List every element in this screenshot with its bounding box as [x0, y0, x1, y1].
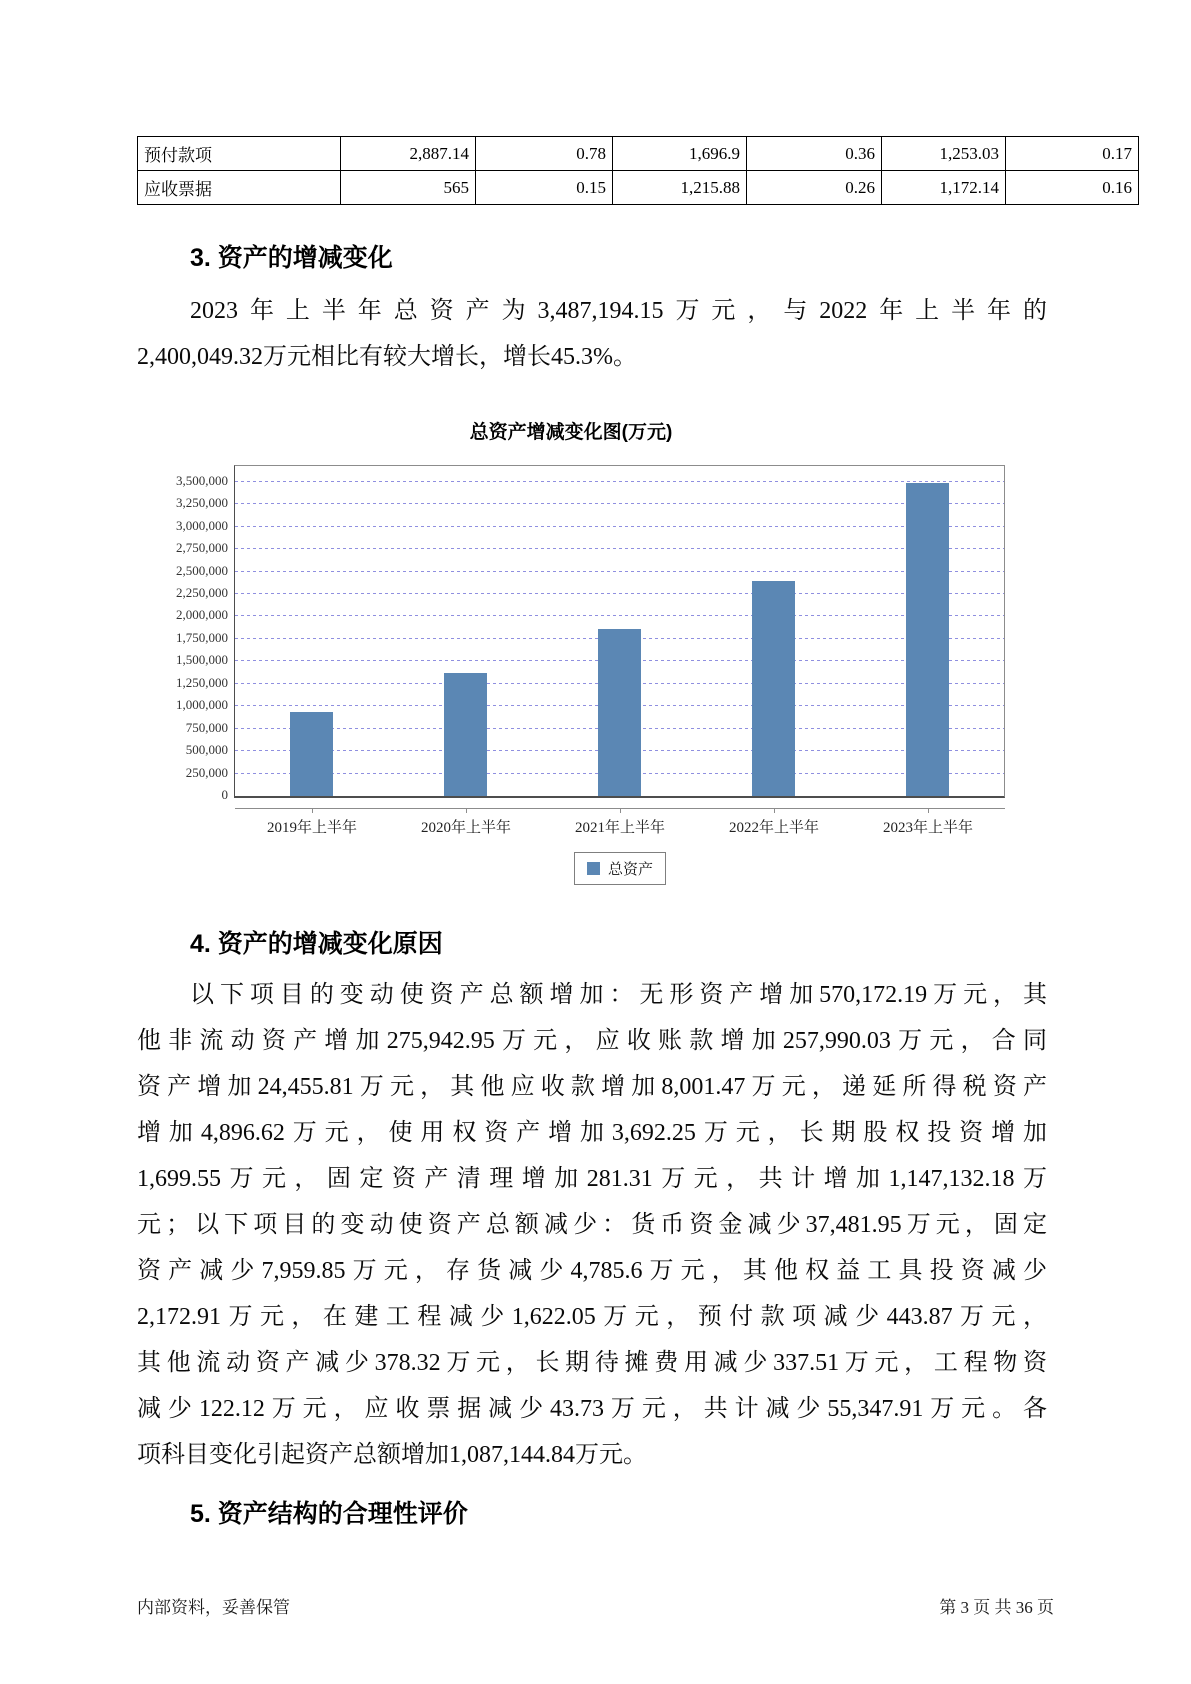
paragraph-line: 2,172.91万元，在建工程减少1,622.05万元，预付款项减少443.87万元， — [137, 1304, 1047, 1330]
financial-table — [137, 136, 1139, 205]
bar — [290, 712, 333, 796]
section-4-heading: 4. 资产的增减变化原因 — [190, 930, 443, 958]
y-tick-label: 2,250,000 — [176, 584, 228, 600]
y-tick-label: 500,000 — [185, 742, 228, 758]
paragraph-line: 以下项目的变动使资产总额增加：无形资产增加570,172.19万元，其 — [190, 982, 1047, 1008]
chart-plot-row — [137, 465, 1005, 802]
bar-slot — [696, 466, 850, 796]
y-tick-label: 0 — [221, 787, 228, 802]
bar — [444, 673, 487, 796]
bar-slot — [850, 466, 1004, 796]
table-row — [138, 137, 1139, 171]
section-4-paragraph — [137, 972, 1047, 1478]
y-tick-label: 3,000,000 — [176, 517, 228, 533]
bar-slot — [389, 466, 543, 796]
footer-confidential-note: 内部资料，妥善保管 — [137, 1598, 290, 1617]
value-cell: 1,215.88 — [613, 171, 747, 205]
chart-legend — [574, 852, 666, 885]
section-3-paragraph — [137, 288, 1047, 380]
x-tick — [928, 809, 929, 813]
row-label-cell: 预付款项 — [138, 137, 341, 171]
total-assets-bar-chart — [137, 417, 1005, 885]
bar-series — [235, 466, 1004, 796]
value-cell: 0.15 — [476, 171, 613, 205]
y-tick-label: 2,500,000 — [176, 562, 228, 578]
value-cell: 0.78 — [476, 137, 613, 171]
section-3-heading: 3. 资产的增减变化 — [190, 244, 393, 272]
y-axis-labels — [137, 465, 234, 802]
paragraph-line: 元；以下项目的变动使资产总额减少：货币资金减少37,481.95万元，固定 — [137, 1212, 1047, 1238]
y-tick-label: 250,000 — [185, 764, 228, 780]
bar-slot — [543, 466, 697, 796]
value-cell: 0.26 — [747, 171, 882, 205]
x-tick — [312, 809, 313, 813]
y-tick-label: 1,250,000 — [176, 674, 228, 690]
x-tick — [466, 809, 467, 813]
value-cell: 1,172.14 — [882, 171, 1006, 205]
y-tick-label: 3,250,000 — [176, 495, 228, 511]
paragraph-line: 减少122.12万元，应收票据减少43.73万元，共计减少55,347.91万元。各 — [137, 1396, 1047, 1422]
x-axis-line — [235, 808, 1005, 813]
x-tick-label: 2020年上半年 — [420, 820, 511, 836]
y-tick-label: 750,000 — [185, 719, 228, 735]
y-tick-label: 1,000,000 — [176, 697, 228, 713]
legend-label: 总资产 — [607, 862, 653, 878]
bar — [598, 629, 641, 796]
paragraph-line: 2,400,049.32万元相比有较大增长，增长45.3%。 — [137, 344, 637, 370]
value-cell: 565 — [341, 171, 476, 205]
paragraph-line: 资产增加24,455.81万元，其他应收款增加8,001.47万元，递延所得税资产 — [137, 1074, 1047, 1100]
y-tick-label: 2,000,000 — [176, 607, 228, 623]
value-cell: 1,696.9 — [613, 137, 747, 171]
y-tick-label: 3,500,000 — [176, 472, 228, 488]
x-axis-labels — [235, 816, 1005, 837]
paragraph-line: 资产减少7,959.85万元，存货减少4,785.6万元，其他权益工具投资减少 — [137, 1258, 1047, 1284]
x-tick — [620, 809, 621, 813]
paragraph-line: 项科目变化引起资产总额增加1,087,144.84万元。 — [137, 1442, 647, 1468]
x-tick-label: 2021年上半年 — [574, 820, 665, 836]
y-tick-label: 1,750,000 — [176, 629, 228, 645]
value-cell: 0.16 — [1006, 171, 1139, 205]
paragraph-line: 其他流动资产减少378.32万元，长期待摊费用减少337.51万元，工程物资 — [137, 1350, 1047, 1376]
value-cell: 0.17 — [1006, 137, 1139, 171]
section-5-heading: 5. 资产结构的合理性评价 — [190, 1500, 468, 1528]
x-tick-label: 2023年上半年 — [882, 820, 973, 836]
bar — [752, 581, 795, 797]
y-tick-label: 2,750,000 — [176, 540, 228, 556]
table-row — [138, 171, 1139, 205]
page-footer — [137, 1593, 1054, 1618]
plot-area — [234, 465, 1005, 798]
value-cell: 2,887.14 — [341, 137, 476, 171]
paragraph-line: 他非流动资产增加275,942.95万元，应收账款增加257,990.03万元，合同 — [137, 1028, 1047, 1054]
paragraph-line: 增加4,896.62万元，使用权资产增加3,692.25万元，长期股权投资增加 — [137, 1120, 1047, 1146]
x-tick-label: 2022年上半年 — [728, 820, 819, 836]
financial-table-body — [138, 137, 1139, 205]
footer-page-number: 第 3 页 共 36 页 — [939, 1598, 1054, 1617]
chart-title: 总资产增减变化图(万元) — [469, 422, 673, 443]
bar-slot — [235, 466, 389, 796]
paragraph-line: 1,699.55万元，固定资产清理增加281.31万元，共计增加1,147,132.18万 — [137, 1166, 1047, 1192]
row-label-cell: 应收票据 — [138, 171, 341, 205]
y-tick-label: 1,500,000 — [176, 652, 228, 668]
legend-swatch-icon — [587, 862, 600, 875]
legend-row — [235, 852, 1005, 885]
value-cell: 1,253.03 — [882, 137, 1006, 171]
paragraph-line: 2023年上半年总资产为3,487,194.15万元，与2022年上半年的 — [190, 298, 1047, 324]
x-tick-label: 2019年上半年 — [266, 820, 357, 836]
x-tick — [774, 809, 775, 813]
bar — [906, 483, 949, 796]
value-cell: 0.36 — [747, 137, 882, 171]
